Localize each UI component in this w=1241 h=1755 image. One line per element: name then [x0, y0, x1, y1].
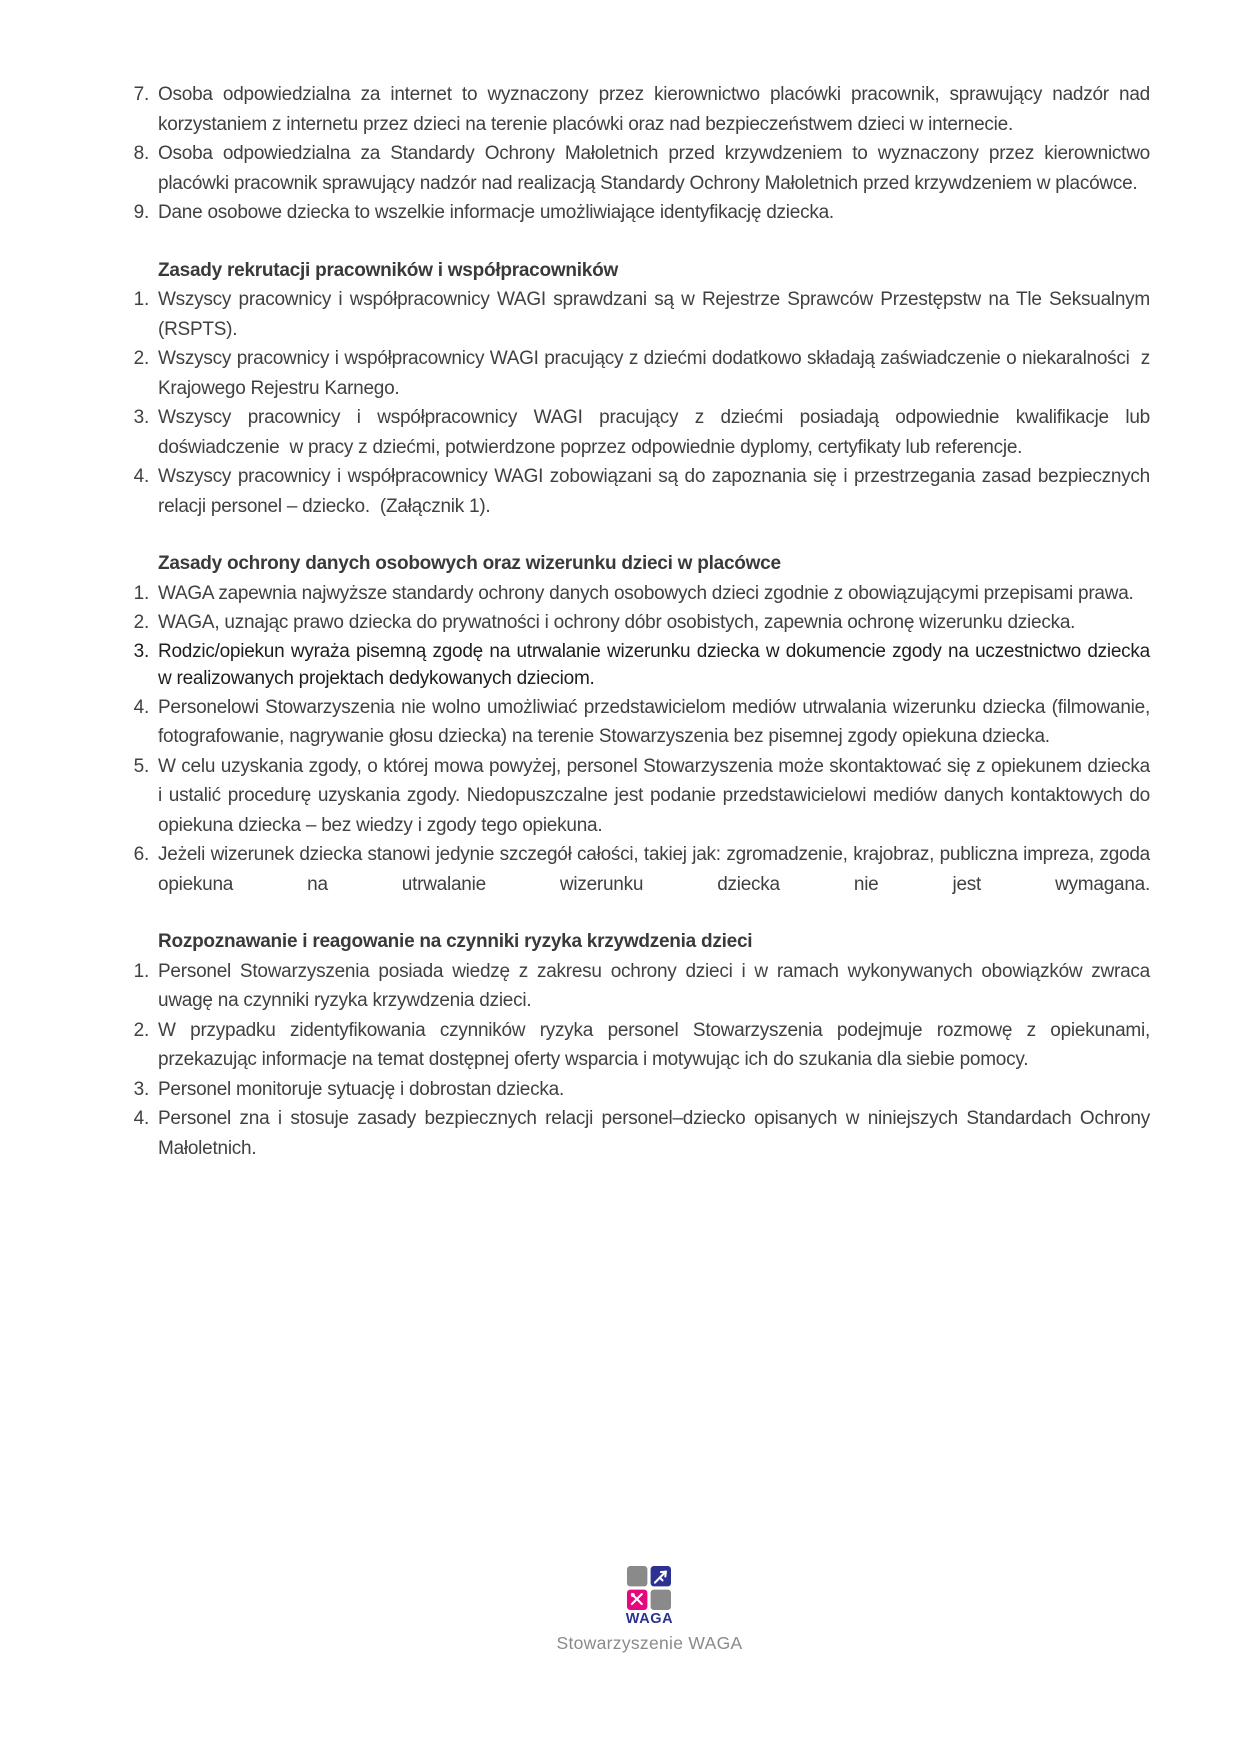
- list-item-text: W celu uzyskania zgody, o której mowa powyżej, personel Stowarzyszenia może skontaktować się z opiekunem dziecka i ustalić procedurę uzyskania zgody. Niedopuszczalne jest podanie przedstawicielowi mediów danych kontaktowych do opiekuna dziecka – bez wiedzy i zgody tego opiekuna.: [158, 755, 1150, 836]
- list-item-text: Personel Stowarzyszenia posiada wiedzę z zakresu ochrony dzieci i w ramach wykonywanych obowiązków zwraca uwagę na czynniki ryzyka krzywdzenia dzieci.: [158, 960, 1150, 1011]
- list-item: [125, 462, 1150, 521]
- list-item: [125, 139, 1150, 198]
- list-item-number: 2.: [133, 612, 149, 633]
- list-item-text: Personel zna i stosuje zasady bezpiecznych relacji personel–dziecko opisanych w niniejszych Standardach Ochrony Małoletnich.: [158, 1108, 1150, 1159]
- list-item-text: Rodzic/opiekun wyraża pisemną zgodę na utrwalanie wizerunku dziecka w dokumencie zgody na uczestnictwo dziecka w realizowanych projektach dedykowanych dzieciom.: [158, 640, 1150, 689]
- section-heading: Rozpoznawanie i reagowanie na czynniki ryzyka krzywdzenia dzieci: [158, 931, 753, 952]
- list-item: [125, 840, 1150, 899]
- section-heading: Zasady rekrutacji pracowników i współpracowników: [158, 259, 618, 281]
- logo-square-bottom-right: [651, 1590, 671, 1610]
- waga-logo: [626, 1566, 674, 1627]
- list-item: [125, 285, 1150, 344]
- list-item-number: 6.: [133, 844, 149, 865]
- list-item-text: WAGA zapewnia najwyższe standardy ochrony danych osobowych dzieci zgodnie z obowiązującymi przepisami prawa.: [158, 582, 1134, 604]
- list-item: [125, 344, 1150, 403]
- footer-caption: Stowarzyszenie WAGA: [556, 1633, 743, 1653]
- waga-logo-icon: [627, 1566, 671, 1610]
- list-item: [125, 403, 1150, 462]
- list-item-text: Jeżeli wizerunek dziecka stanowi jedynie szczegół całości, takiej jak: zgromadzenie, krajobraz, publiczna impreza, zgoda opiekuna na utrwalanie wizerunku dziecka nie jest wymagana.: [158, 844, 1150, 895]
- list-item: [125, 198, 1150, 228]
- page-footer: [0, 1566, 1241, 1654]
- waga-logotype: WAGA: [625, 1611, 674, 1627]
- list-item: [125, 752, 1150, 841]
- list-item-number: 4.: [133, 696, 149, 718]
- list-item-text: Personelowi Stowarzyszenia nie wolno umożliwiać przedstawicielom mediów utrwalania wizerunku dziecka (filmowanie, fotografowanie, nagrywanie głosu dziecka) na terenie Stowarzyszenia bez pisemnej zgody opiekuna dziecka.: [158, 696, 1150, 747]
- list-item: [125, 693, 1150, 752]
- section-heading: Zasady ochrony danych osobowych oraz wizerunku dzieci w placówce: [158, 553, 781, 574]
- list-item-number: 7.: [133, 84, 149, 105]
- logo-magenta-dot: [631, 1593, 635, 1597]
- list-item: [125, 1016, 1150, 1075]
- list-item-text: Wszyscy pracownicy i współpracownicy WAGI pracujący z dziećmi dodatkowo składają zaświadczenie o niekaralności z Krajowego Rejestru Karnego.: [158, 348, 1150, 399]
- list-item-text: Wszyscy pracownicy i współpracownicy WAGI sprawdzani są w Rejestrze Sprawców Przestępstw na Tle Seksualnym (RSPTS).: [158, 289, 1150, 340]
- list-item-number: 9.: [133, 202, 149, 223]
- logo-square-top-left: [627, 1566, 647, 1586]
- list-item-number: 1.: [133, 582, 149, 604]
- list-item: [125, 1075, 1150, 1105]
- list-item-number: 5.: [133, 755, 149, 777]
- list-item-number: 3.: [133, 640, 149, 662]
- list-item-number: 4.: [133, 1108, 149, 1129]
- list-item-number: 2.: [133, 348, 149, 369]
- list-item-text: W przypadku zidentyfikowania czynników ryzyka personel Stowarzyszenia podejmuje rozmowę z opiekunami, przekazując informacje na temat dostępnej oferty wsparcia i motywując ich do szukania dla siebie pomocy.: [158, 1019, 1150, 1070]
- list-item-text: Wszyscy pracownicy i współpracownicy WAGI pracujący z dziećmi posiadają odpowiednie kwalifikacje lub doświadczenie w pracy z dziećmi, potwierdzone poprzez odpowiednie dyplomy, certyfikaty lub referencje.: [158, 407, 1150, 458]
- list-item: [125, 80, 1150, 139]
- document-body: [125, 80, 1150, 1163]
- list-item: [125, 1104, 1150, 1163]
- list-item-number: 1.: [133, 960, 149, 982]
- list-item-number: 2.: [133, 1019, 149, 1041]
- list-item: [125, 957, 1150, 1016]
- list-item-text: Osoba odpowiedzialna za Standardy Ochrony Małoletnich przed krzywdzeniem to wyznaczony przez kierownictwo placówki pracownik sprawujący nadzór nad realizacją Standardy Ochrony Małoletnich przed krzywdzeniem w placówce.: [158, 143, 1150, 194]
- list-item-text: Osoba odpowiedzialna za internet to wyznaczony przez kierownictwo placówki pracownik, sprawujący nadzór nad korzystaniem z internetu przez dzieci na terenie placówki oraz nad bezpieczeństwem dzieci w internecie.: [158, 84, 1150, 135]
- list-item-number: 3.: [133, 407, 149, 428]
- list-item-number: 8.: [133, 143, 149, 164]
- list-item-number: 1.: [133, 289, 149, 310]
- list-item-number: 4.: [133, 466, 149, 487]
- list-item-text: Wszyscy pracownicy i współpracownicy WAGI zobowiązani są do zapoznania się i przestrzegania zasad bezpiecznych relacji personel – dziecko. (Załącznik 1).: [158, 466, 1150, 517]
- list-item-text: Dane osobowe dziecka to wszelkie informacje umożliwiające identyfikację dziecka.: [158, 202, 834, 223]
- list-item: [125, 579, 1150, 609]
- list-item-text: Personel monitoruje sytuację i dobrostan dziecka.: [158, 1078, 564, 1100]
- list-item: [125, 608, 1150, 638]
- list-item-text: WAGA, uznając prawo dziecka do prywatności i ochrony dóbr osobistych, zapewnia ochronę wizerunku dziecka.: [158, 612, 1076, 633]
- list-item-number: 3.: [133, 1078, 149, 1100]
- list-item: [125, 638, 1150, 693]
